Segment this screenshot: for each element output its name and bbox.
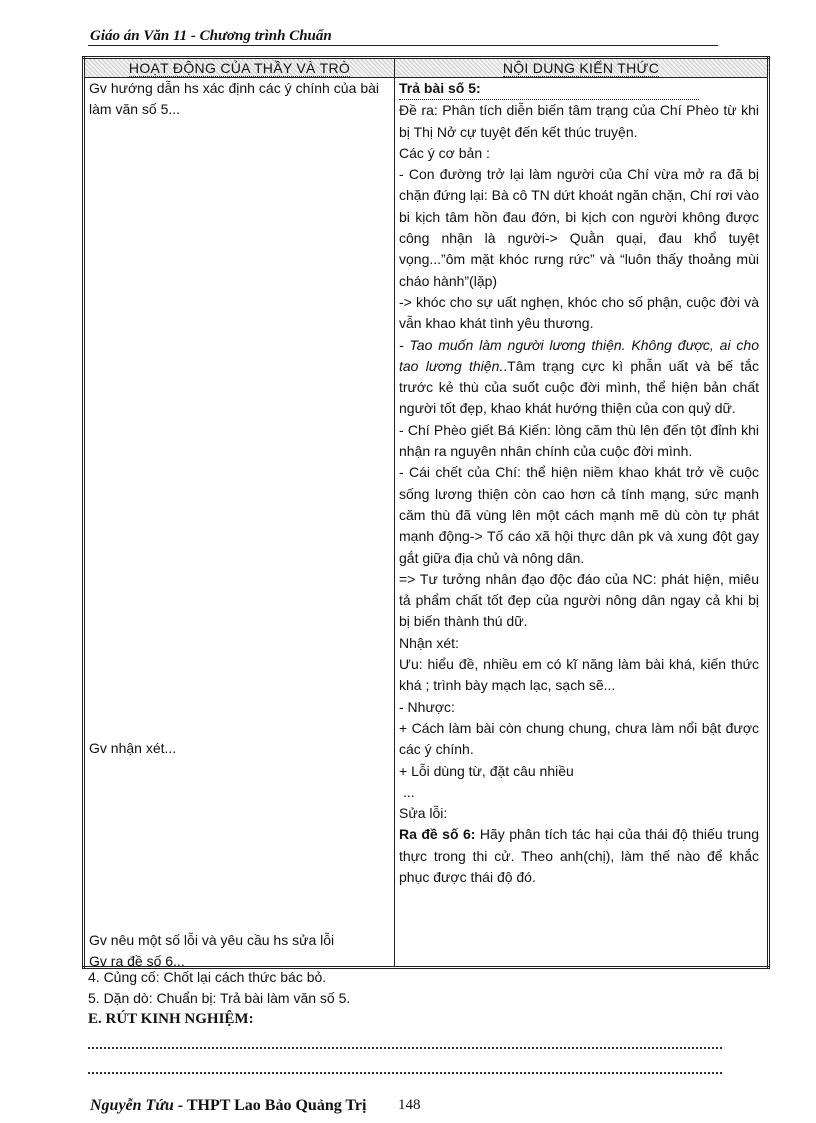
author-signature <box>90 1097 366 1115</box>
consolidation-note: 4. Củng cố: Chốt lại cách thức bác bỏ. <box>88 969 327 985</box>
idea-1: - Con đường trở lại làm người của Chí vừa mở ra đã bị chặn đứng lại: Bà cô TN dứt khoát ngăn chặn, Chí rơi vào bi kịch tâm hồn đau đớn, bi kịch con người không được công nhận là người-> Quằn quại, đau khổ tuyệt vọng...”ôm mặt khóc rưng rức” và “luôn thấy thoảng mùi cháo hành”(lặp) <box>399 166 759 289</box>
weakness-2: + Lỗi dùng từ, đặt câu nhiều <box>399 762 574 779</box>
activity-teacher-comment: Gv nhận xét... <box>89 740 177 756</box>
activity-column <box>84 78 395 968</box>
idea-3 <box>399 335 759 420</box>
strengths: Ưu: hiểu đề, nhiều em có kĩ năng làm bài khá, kiến thức khá ; trình bày mạch lạc, sạch sẽ... <box>399 656 759 694</box>
header-knowledge-content: NỘI DUNG KIẾN THỨC <box>395 58 769 78</box>
table-header-row <box>84 58 769 78</box>
content-column <box>395 78 769 968</box>
basic-ideas-label: Các ý cơ bản : <box>399 144 490 161</box>
idea-4: - Chí Phèo giết Bá Kiến: lòng căm thù lên đến tột đỉnh khi nhận ra nguyên nhân chính của cuộc đời mình. <box>399 421 759 460</box>
school-name: THPT Lao Bảo Quảng Trị <box>183 1097 367 1114</box>
weakness-label: - Nhược: <box>399 698 455 715</box>
new-topic-text: Hãy phân tích tác hại của thái độ thiếu trung thực trong thi cử. Theo anh(chị), làm thế nào để khắc phục được thái độ đó. <box>399 826 759 885</box>
header-rule <box>88 45 718 46</box>
activity-errors: Gv nêu một số lỗi và yêu cầu hs sửa lỗi <box>89 932 335 948</box>
page-header-title: Giáo án Văn 11 - Chương trình Chuẩn <box>90 28 332 44</box>
activity-guide-ideas: Gv hướng dẫn hs xác định các ý chính của bài làm văn số 5... <box>89 80 379 118</box>
weakness-1: + Cách làm bài còn chung chung, chưa làm nổi bật được các ý chính. <box>399 719 759 758</box>
fix-errors-label: Sửa lỗi: <box>399 805 448 822</box>
idea-2: -> khóc cho sự uất nghẹn, khóc cho số phận, cuộc đời và vẫn khao khát tình yêu thương. <box>399 293 759 332</box>
ellipsis: ... <box>403 783 415 800</box>
idea-3-text: .Tâm trạng cực kì phẫn uất và bế tắc trước kẻ thù của suốt cuộc đời mình, thể hiện bản chất người tốt đẹp, khao khát hướng thiện của con quỷ dữ. <box>399 357 759 417</box>
comment-label: Nhận xét: <box>399 634 459 651</box>
section-e-heading: E. RÚT KINH NGHIỆM: <box>88 1011 254 1027</box>
content-heading: Trả bài số 5: <box>399 78 699 100</box>
dotted-line-2 <box>88 1072 722 1074</box>
lesson-table <box>82 56 770 969</box>
idea-6: => Tư tưởng nhân đạo độc đáo của NC: phát hiện, miêu tả phẩm chất tốt đẹp của người nông dân ngay cả khi bị bị biến thành thú dữ. <box>399 570 759 630</box>
new-topic <box>399 824 759 888</box>
idea-3-quote: - Tao muốn làm người lương thiện. Không được, ai cho tao lương thiện. <box>399 336 759 374</box>
new-topic-label: Ra đề số 6: <box>399 826 476 843</box>
page-number: 148 <box>398 1097 421 1113</box>
table-row <box>84 78 769 968</box>
header-teacher-student-activity: HOẠT ĐỘNG CỦA THẦY VÀ TRÒ <box>84 58 395 78</box>
author-name: Nguyễn Tứu - <box>90 1097 184 1114</box>
homework-note: 5. Dặn dò: Chuẩn bị: Trả bài làm văn số 5. <box>88 990 351 1006</box>
dotted-line-1 <box>88 1047 722 1049</box>
activity-new-topic: Gv ra đề số 6... <box>89 953 185 969</box>
idea-5: - Cái chết của Chí: thể hiện niềm khao khát trở về cuộc sống lương thiện còn cao hơn cả tính mạng, sức mạnh căm thù đã vùng lên một cách mạnh mẽ dù còn tự phát mạnh động-> Tố cáo xã hội thực dân pk và xung đột gay gắt giữa địa chủ và nông dân. <box>399 464 759 566</box>
topic-statement: Đề ra: Phân tích diễn biến tâm trạng của Chí Phèo từ khi bị Thị Nở cự tuyệt đến kết thúc truyện. <box>399 102 759 140</box>
